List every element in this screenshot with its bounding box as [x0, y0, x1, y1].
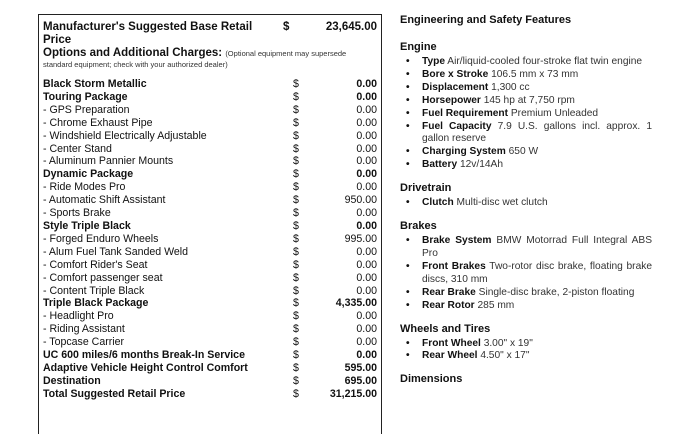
price-line-amount: 595.00: [344, 361, 377, 374]
price-line-row: [43, 117, 377, 130]
price-line-label: Touring Package: [43, 90, 128, 103]
price-line-row: [43, 297, 377, 310]
price-line-row: [43, 323, 377, 336]
spec-value: 7.9 U.S. gallons incl. approx. 1 gallon reserve: [422, 120, 652, 145]
price-line-label: UC 600 miles/6 months Break-In Service: [43, 349, 245, 362]
spec-item: [400, 159, 652, 172]
spec-key: Type: [422, 56, 446, 67]
price-line-currency: $: [293, 336, 299, 349]
price-line-amount: 0.00: [356, 142, 377, 155]
price-line-label: Black Storm Metallic: [43, 78, 147, 90]
spec-key: Front Wheel: [422, 337, 481, 349]
price-line-currency: $: [293, 207, 299, 220]
price-line-label: - Content Triple Black: [43, 284, 145, 297]
price-line-row: [43, 233, 377, 246]
spec-list: [400, 235, 652, 312]
price-line-amount: 0.00: [356, 116, 377, 129]
price-line-label: Adaptive Vehicle Height Control Comfort: [43, 361, 248, 374]
price-line-label: - Ride Modes Pro: [43, 181, 126, 194]
price-line-currency: $: [293, 103, 299, 116]
price-line-row: [43, 78, 377, 91]
price-line-currency: $: [293, 142, 299, 155]
spec-key: Brake System: [422, 235, 492, 247]
spec-section-title: Engine: [400, 41, 437, 53]
spec-item: [400, 69, 652, 82]
price-line-currency: $: [293, 297, 299, 310]
spec-key: Clutch: [422, 197, 454, 209]
spec-key: Bore x Stroke: [422, 68, 489, 80]
price-line-label: - Riding Assistant: [43, 323, 125, 336]
price-line-amount: 695.00: [344, 374, 377, 387]
price-line-label: - Comfort passenger seat: [43, 271, 163, 284]
price-line-currency: $: [293, 271, 299, 284]
price-line-amount: 0.00: [356, 323, 377, 336]
price-line-currency: $: [293, 284, 299, 297]
base-price-row: [43, 21, 377, 47]
spec-item: [400, 146, 652, 159]
price-line-row: [43, 375, 377, 388]
price-line-label: - GPS Preparation: [43, 103, 130, 116]
price-line-currency: $: [293, 219, 299, 232]
price-lines: [43, 78, 377, 401]
spec-value: 650 W: [505, 146, 539, 158]
base-price-label: Manufacturer's Suggested Base Retail Price: [43, 21, 253, 46]
price-line-amount: 0.00: [356, 78, 377, 90]
spec-item: [400, 108, 652, 121]
spec-value: 4.50" x 17": [477, 350, 530, 362]
spec-key: Front Brakes: [422, 260, 486, 272]
price-line-row: [43, 168, 377, 181]
price-line-amount: 31,215.00: [329, 387, 377, 400]
spec-key: Rear Wheel: [422, 350, 478, 362]
spec-value: BMW Motorrad Full Integral ABS Pro: [422, 235, 652, 259]
price-line-amount: 0.00: [356, 349, 377, 362]
price-line-label: - Center Stand: [43, 142, 112, 155]
price-line-amount: 0.00: [356, 181, 377, 194]
spec-value: 106.5 mm x 73 mm: [488, 68, 579, 80]
options-heading: [43, 47, 377, 60]
spec-key: Rear Rotor: [422, 299, 475, 311]
spec-item: [400, 338, 652, 351]
price-line-row: [43, 130, 377, 143]
specs-title: Engineering and Safety Features: [400, 14, 572, 26]
price-line-currency: $: [293, 129, 299, 142]
spec-value: 1,300 cc: [488, 81, 530, 93]
price-line-label: - Sports Brake: [43, 207, 111, 220]
price-line-label: Destination: [43, 374, 101, 387]
spec-section-title: Wheels and Tires: [400, 322, 491, 335]
spec-value: Air/liquid-cooled four-stroke flat twin engine: [445, 56, 643, 67]
price-line-row: [43, 388, 377, 401]
price-line-row: [43, 220, 377, 233]
spec-value: Two-rotor disc brake, floating brake discs, 310 mm: [422, 260, 652, 285]
price-line-amount: 0.00: [356, 336, 377, 349]
spec-item: [400, 121, 652, 147]
options-note: (Optional equipment may supersede: [225, 49, 347, 58]
price-line-currency: $: [293, 323, 299, 336]
price-line-amount: 4,335.00: [335, 297, 377, 310]
spec-list: [400, 338, 652, 364]
price-line-label: - Aluminum Pannier Mounts: [43, 155, 174, 168]
price-line-amount: 0.00: [356, 129, 377, 142]
spec-value: Multi-disc wet clutch: [453, 197, 548, 209]
price-line-label: - Windshield Electrically Adjustable: [43, 129, 207, 142]
price-line-row: [43, 336, 377, 349]
price-line-label: - Chrome Exhaust Pipe: [43, 116, 153, 129]
price-line-label: Total Suggested Retail Price: [43, 387, 186, 400]
price-line-row: [43, 310, 377, 323]
spec-item: [400, 95, 652, 108]
spec-value: Single-disc brake, 2-piston floating: [475, 286, 635, 298]
price-line-currency: $: [293, 349, 299, 362]
price-line-currency: $: [293, 232, 299, 245]
price-line-amount: 0.00: [356, 103, 377, 116]
price-line-currency: $: [293, 374, 299, 387]
price-line-amount: 0.00: [356, 310, 377, 323]
price-line-row: [43, 194, 377, 207]
price-line-currency: $: [293, 387, 299, 400]
price-line-label: Triple Black Package: [43, 297, 149, 310]
price-line-amount: 0.00: [356, 155, 377, 168]
price-line-amount: 0.00: [356, 168, 377, 181]
price-line-row: [43, 259, 377, 272]
spec-key: Horsepower: [422, 94, 481, 106]
price-line-amount: 0.00: [356, 245, 377, 258]
spec-item: [400, 287, 652, 300]
price-line-amount: 0.00: [356, 271, 377, 284]
options-label: Options and Additional Charges:: [43, 47, 223, 59]
spec-value: Premium Unleaded: [508, 107, 599, 119]
price-line-currency: $: [293, 90, 299, 103]
price-line-label: - Comfort Rider's Seat: [43, 258, 148, 271]
price-line-row: [43, 207, 377, 220]
options-note-continued: standard equipment; check with your authorized dealer): [43, 60, 228, 69]
price-line-row: [43, 181, 377, 194]
spec-key: Fuel Capacity: [422, 120, 492, 132]
spec-item: [400, 350, 652, 363]
price-line-currency: $: [293, 181, 299, 194]
price-line-row: [43, 104, 377, 117]
spec-item: [400, 197, 652, 210]
price-line-label: - Headlight Pro: [43, 310, 114, 323]
price-line-row: [43, 285, 377, 298]
spec-value: 145 hp at 7,750 rpm: [480, 94, 575, 106]
spec-item: [400, 56, 652, 69]
spec-section-title: Drivetrain: [400, 182, 452, 195]
price-line-currency: $: [293, 361, 299, 374]
spec-key: Fuel Requirement: [422, 107, 509, 119]
price-line-row: [43, 349, 377, 362]
price-line-currency: $: [293, 78, 299, 90]
spec-item: [400, 261, 652, 287]
spec-key: Displacement: [422, 81, 489, 93]
price-line-label: - Forged Enduro Wheels: [43, 232, 159, 245]
price-line-amount: 0.00: [356, 284, 377, 297]
price-line-row: [43, 246, 377, 259]
spec-section-title: Dimensions: [400, 373, 463, 386]
price-line-row: [43, 143, 377, 156]
price-line-amount: 0.00: [356, 207, 377, 220]
base-price-amount: 23,645.00: [325, 21, 377, 33]
base-price-currency: $: [283, 21, 290, 33]
price-line-label: - Alum Fuel Tank Sanded Weld: [43, 245, 189, 258]
spec-value: 3.00" x 19": [480, 337, 533, 349]
price-line-row: [43, 272, 377, 285]
price-line-currency: $: [293, 310, 299, 323]
spec-item: [400, 300, 652, 313]
price-line-label: - Automatic Shift Assistant: [43, 194, 166, 207]
price-line-currency: $: [293, 155, 299, 168]
spec-item: [400, 235, 652, 261]
price-line-currency: $: [293, 168, 299, 181]
spec-value: 285 mm: [474, 299, 515, 311]
price-sticker-box: [38, 14, 382, 434]
spec-list: [400, 197, 652, 210]
price-line-currency: $: [293, 245, 299, 258]
price-line-label: - Topcase Carrier: [43, 336, 125, 349]
price-line-amount: 950.00: [344, 194, 377, 207]
specs-sections: [400, 41, 652, 386]
price-line-currency: $: [293, 116, 299, 129]
spec-key: Rear Brake: [422, 286, 476, 298]
price-line-amount: 0.00: [356, 219, 377, 232]
price-line-currency: $: [293, 258, 299, 271]
price-line-label: Style Triple Black: [43, 219, 131, 232]
specs-column: [400, 14, 652, 388]
spec-section-title: Brakes: [400, 220, 437, 233]
price-line-row: [43, 91, 377, 104]
spec-list: [400, 56, 652, 172]
spec-item: [400, 82, 652, 95]
price-line-row: [43, 362, 377, 375]
spec-key: Battery: [422, 159, 458, 171]
spec-value: 12v/14Ah: [457, 159, 503, 171]
spec-key: Charging System: [422, 146, 506, 158]
price-line-amount: 0.00: [356, 258, 377, 271]
price-line-amount: 0.00: [356, 90, 377, 103]
price-line-currency: $: [293, 194, 299, 207]
price-line-row: [43, 155, 377, 168]
price-line-amount: 995.00: [344, 232, 377, 245]
price-line-label: Dynamic Package: [43, 168, 134, 181]
